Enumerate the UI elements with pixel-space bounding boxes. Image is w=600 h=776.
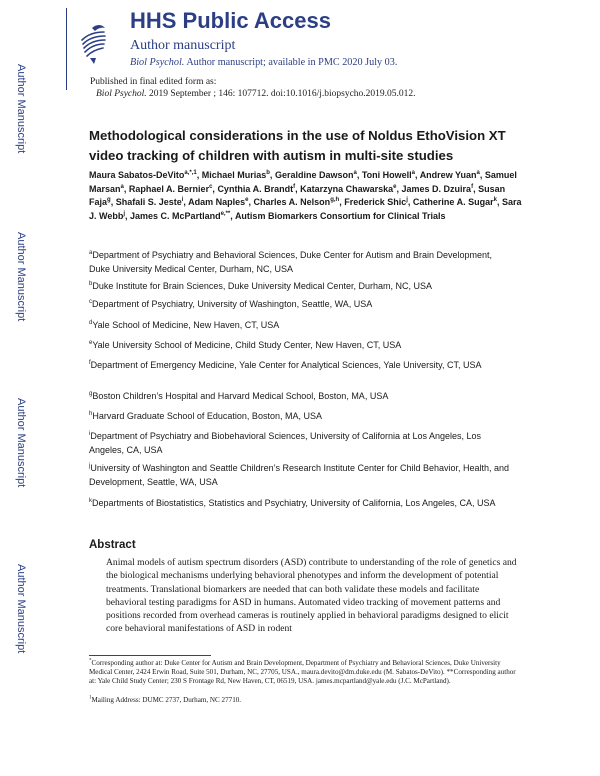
article-title: Methodological considerations in the use of Noldus EthoVision XT video tracking of children with autism in multi-site studies: [89, 128, 506, 163]
affiliation: $^k$Departments of Biostatistics, Statistics and Psychiatry, University of California, Los Angeles, CA, USA: [89, 498, 496, 508]
author: Sara J. Webb$^j$: [89, 197, 522, 221]
consortium: Autism Biomarkers Consortium for Clinical Trials: [234, 210, 446, 221]
side-label-author-manuscript: Author Manuscript: [15, 64, 27, 154]
abstract-text: Animal models of autism spectrum disorders (ASD) contribute to understanding of the role of genetics and the biological mechanisms underlying behavioral phenotypes and inform the development of potential treatments. Translational biomarkers are needed that can both validate these models and facilitate behavioral testing paradigms for ASD in humans. Automated video tracking of movement patterns and positions recorded from overhead cameras is routinely applied in behavioral paradigms designed to elicit core behavioral manifestations of ASD in rodent: [106, 557, 517, 635]
author: Katarzyna Chawarska$^e$: [300, 183, 397, 194]
affiliation: $^f$Department of Emergency Medicine, Yale Center for Analytical Sciences, Yale University, CT, USA: [89, 360, 482, 370]
availability-text: Author manuscript; available in PMC 2020 July 03.: [186, 57, 398, 68]
affiliation: $^e$Yale University School of Medicine, Child Study Center, New Haven, CT, USA: [89, 340, 402, 350]
side-label-author-manuscript: Author Manuscript: [15, 398, 27, 488]
author: Charles A. Nelson$^{g,h}$: [253, 197, 340, 208]
author: Cynthia A. Brandt$^f$: [217, 183, 296, 194]
author: James C. McPartland$^{e,**}$: [130, 210, 231, 221]
hhs-public-access-title: HHS Public Access: [130, 8, 331, 33]
footnote-corresponding: *Corresponding author at: Duke Center for Autism and Brain Development, Department of Psychiatry and Behavioral Sciences, Duke University Medical Center, 2424 Erwin Road, Suite 501, Durham, NC, 27705, USA., maura.devito@dm.duke.edu (M. Sabatos-DeVito). **Corresponding author at: Yale Child Study Center; 230 S Frontage Rd, New Haven, CT, 06519, USA. james.mcpartland@yale.edu (J.C. McPartland).: [89, 658, 516, 685]
published-note: Published in final edited form as:: [90, 77, 217, 87]
author: James D. Dzuira$^f$: [401, 183, 474, 194]
citation-journal: Biol Psychol.: [96, 89, 147, 99]
author: Samuel Marsan$^a$: [89, 170, 517, 194]
header-divider: [66, 8, 67, 90]
affiliation: $^a$Department of Psychiatry and Behavioral Sciences, Duke Center for Autism and Brain Development, Duke University Medical Center, Durham, NC, USA: [89, 250, 493, 274]
author: Andrew Yuan$^a$: [419, 170, 480, 180]
author: Raphael A. Bernier$^c$: [128, 183, 213, 194]
author: Frederick Shic$^j$: [344, 197, 408, 208]
abstract-heading: Abstract: [89, 539, 136, 551]
citation-details: 2019 September ; 146: 107712. doi:10.1016/j.biopsycho.2019.05.012.: [149, 89, 416, 99]
side-label-author-manuscript: Author Manuscript: [15, 232, 27, 322]
affiliation: $^j$University of Washington and Seattle Children’s Research Institute Center for Child Behavior, Health, and Development, Seattle, WA, USA: [89, 463, 510, 487]
author: Toni Howell$^a$: [361, 170, 416, 180]
journal-name: Biol Psychol.: [130, 57, 185, 68]
affiliation: $^h$Harvard Graduate School of Education, Boston, MA, USA: [89, 411, 322, 421]
author: Michael Murias$^b$: [201, 170, 270, 180]
footnote-mailing: $^1$Mailing Address: DUMC 2737, Durham, NC 27710.: [89, 695, 242, 704]
affiliation: $^d$Yale School of Medicine, New Haven, CT, USA: [89, 320, 280, 330]
author: Geraldine Dawson$^a$: [274, 170, 357, 180]
author-list: Maura Sabatos-DeVito$^{a,*,1}$, Michael Murias$^b$, Geraldine Dawson$^a$, Toni Howell$^a$, Andrew Yuan$^a$, Samuel Marsan$^a$, Raphael A. Bernier$^c$, Cynthia A. Brandt$^f$, Katarzyna Chawarska$^e$, James D. Dzuira$^f$, Susan Faja$^g$, Shafali S. Jeste$^i$, Adam Naples$^e$, Charles A. Nelson$^{g,h}$, Frederick Shic$^j$, Catherine A. Sugar$^k$, Sara J. Webb$^j$, James C. McPartland$^{e,**}$, Autism Biomarkers Consortium for Clinical Trials: [89, 170, 522, 221]
author: Shafali S. Jeste$^i$: [115, 197, 184, 208]
affiliation: $^c$Department of Psychiatry, University of Washington, Seattle, WA, USA: [89, 299, 373, 309]
affiliation: $^b$Duke Institute for Brain Sciences, Duke University Medical Center, Durham, NC, USA: [89, 281, 432, 291]
author: Maura Sabatos-DeVito$^{a,*,1}$: [89, 170, 197, 180]
author-manuscript-subtitle: Author manuscript: [130, 38, 236, 53]
author: Adam Naples$^e$: [188, 197, 249, 208]
author: Susan Faja$^g$: [89, 183, 506, 208]
side-label-author-manuscript: Author Manuscript: [15, 564, 27, 654]
citation-line: [96, 88, 416, 100]
author: Catherine A. Sugar$^k$: [412, 197, 497, 208]
availability-line: [130, 56, 397, 69]
affiliation: $^g$Boston Children’s Hospital and Harvard Medical School, Boston, MA, USA: [89, 391, 389, 401]
affiliation: $^i$Department of Psychiatry and Biobehavioral Sciences, University of California at Los Angeles, Los Angeles, CA, USA: [89, 431, 482, 455]
hhs-eagle-logo-icon: [78, 20, 108, 66]
footnote-divider: [89, 655, 211, 656]
